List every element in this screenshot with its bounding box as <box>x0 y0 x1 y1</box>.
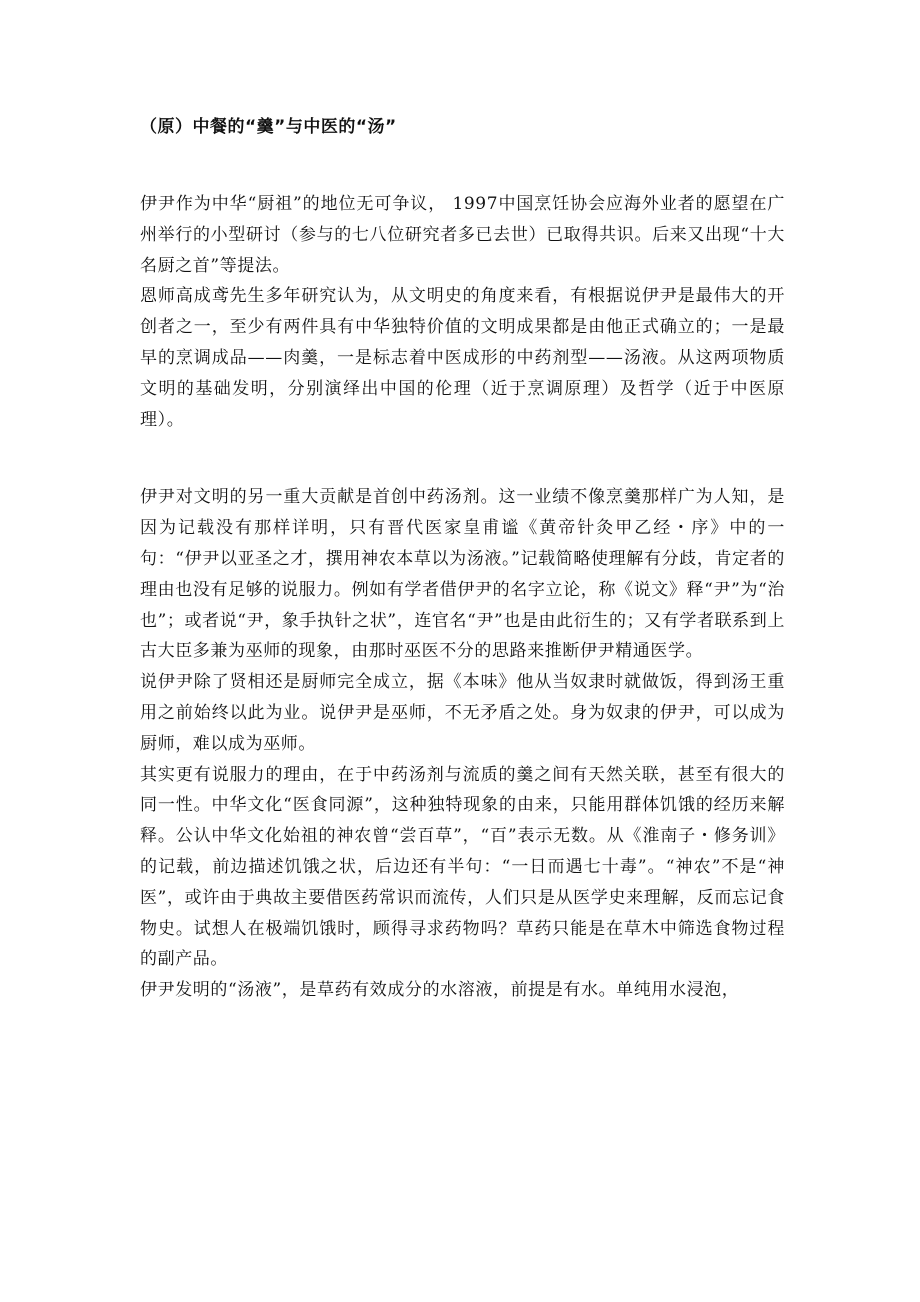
paragraph: 伊尹发明的“汤液”，是草药有效成分的水溶液，前提是有水。单纯用水浸泡， <box>140 980 740 1001</box>
paragraph: 恩师高成鸢先生多年研究认为，从文明史的角度来看，有根据说伊尹是最伟大的开创者之一，至少有两件具有中华独特价值的文明成果都是由他正式确立的；一是最早的烹调成品——肉羹，一是标志着中医成形的中药剂型——汤液。从这两项物质文明的基础发明，分别演绎出中国的伦理（近于烹调原理）及哲学（近于中医原理）。 <box>140 286 785 430</box>
paragraph: 说伊尹除了贤相还是厨师完全成立，据《本味》他从当奴隶时就做饭，得到汤王重用之前始终以此为业。说伊尹是巫师，不无矛盾之处。身为奴隶的伊尹，可以成为厨师，难以成为巫师。 <box>140 672 785 754</box>
paragraph: 伊尹作为中华“厨祖”的地位无可争议， 1997中国烹饪协会应海外业者的愿望在广州举行的小型研讨（参与的七八位研究者多已去世）已取得共识。后来又出现“十大名厨之首”等提法。 <box>140 194 785 276</box>
document-title: （原）中餐的“羹”与中医的“汤” <box>140 117 397 137</box>
document-page <box>140 112 785 1006</box>
section-spacer <box>140 435 785 482</box>
paragraph: 伊尹对文明的另一重大贡献是首创中药汤剂。这一业绩不像烹羹那样广为人知，是因为记载没有那样详明，只有晋代医家皇甫谧《黄帝针灸甲乙经・序》中的一句：“伊尹以亚圣之才，撰用神农本草以为汤液。”记载简略使理解有分歧，肯定者的理由也没有足够的说服力。例如有学者借伊尹的名字立论，称《说文》释“尹”为“治也”；或者说“尹，象手执针之状”，连官名“尹”也是由此衍生的；又有学者联系到上古大臣多兼为巫师的现象，由那时巫医不分的思路来推断伊尹精通医学。 <box>140 487 785 662</box>
paragraph: 其实更有说服力的理由，在于中药汤剂与流质的羹之间有天然关联，甚至有很大的同一性。中华文化“医食同源”，这种独特现象的由来，只能用群体饥饿的经历来解释。公认中华文化始祖的神农曾“尝百草”，“百”表示无数。从《淮南子・修务训》的记载，前边描述饥饿之状，后边还有半句：“一日而遇七十毒”。“神农”不是“神医”，或许由于典故主要借医药常识而流传，人们只是从医学史来理解，反而忘记食物史。试想人在极端饥饿时，顾得寻求药物吗？草药只能是在草木中筛选食物过程的副产品。 <box>140 764 785 970</box>
